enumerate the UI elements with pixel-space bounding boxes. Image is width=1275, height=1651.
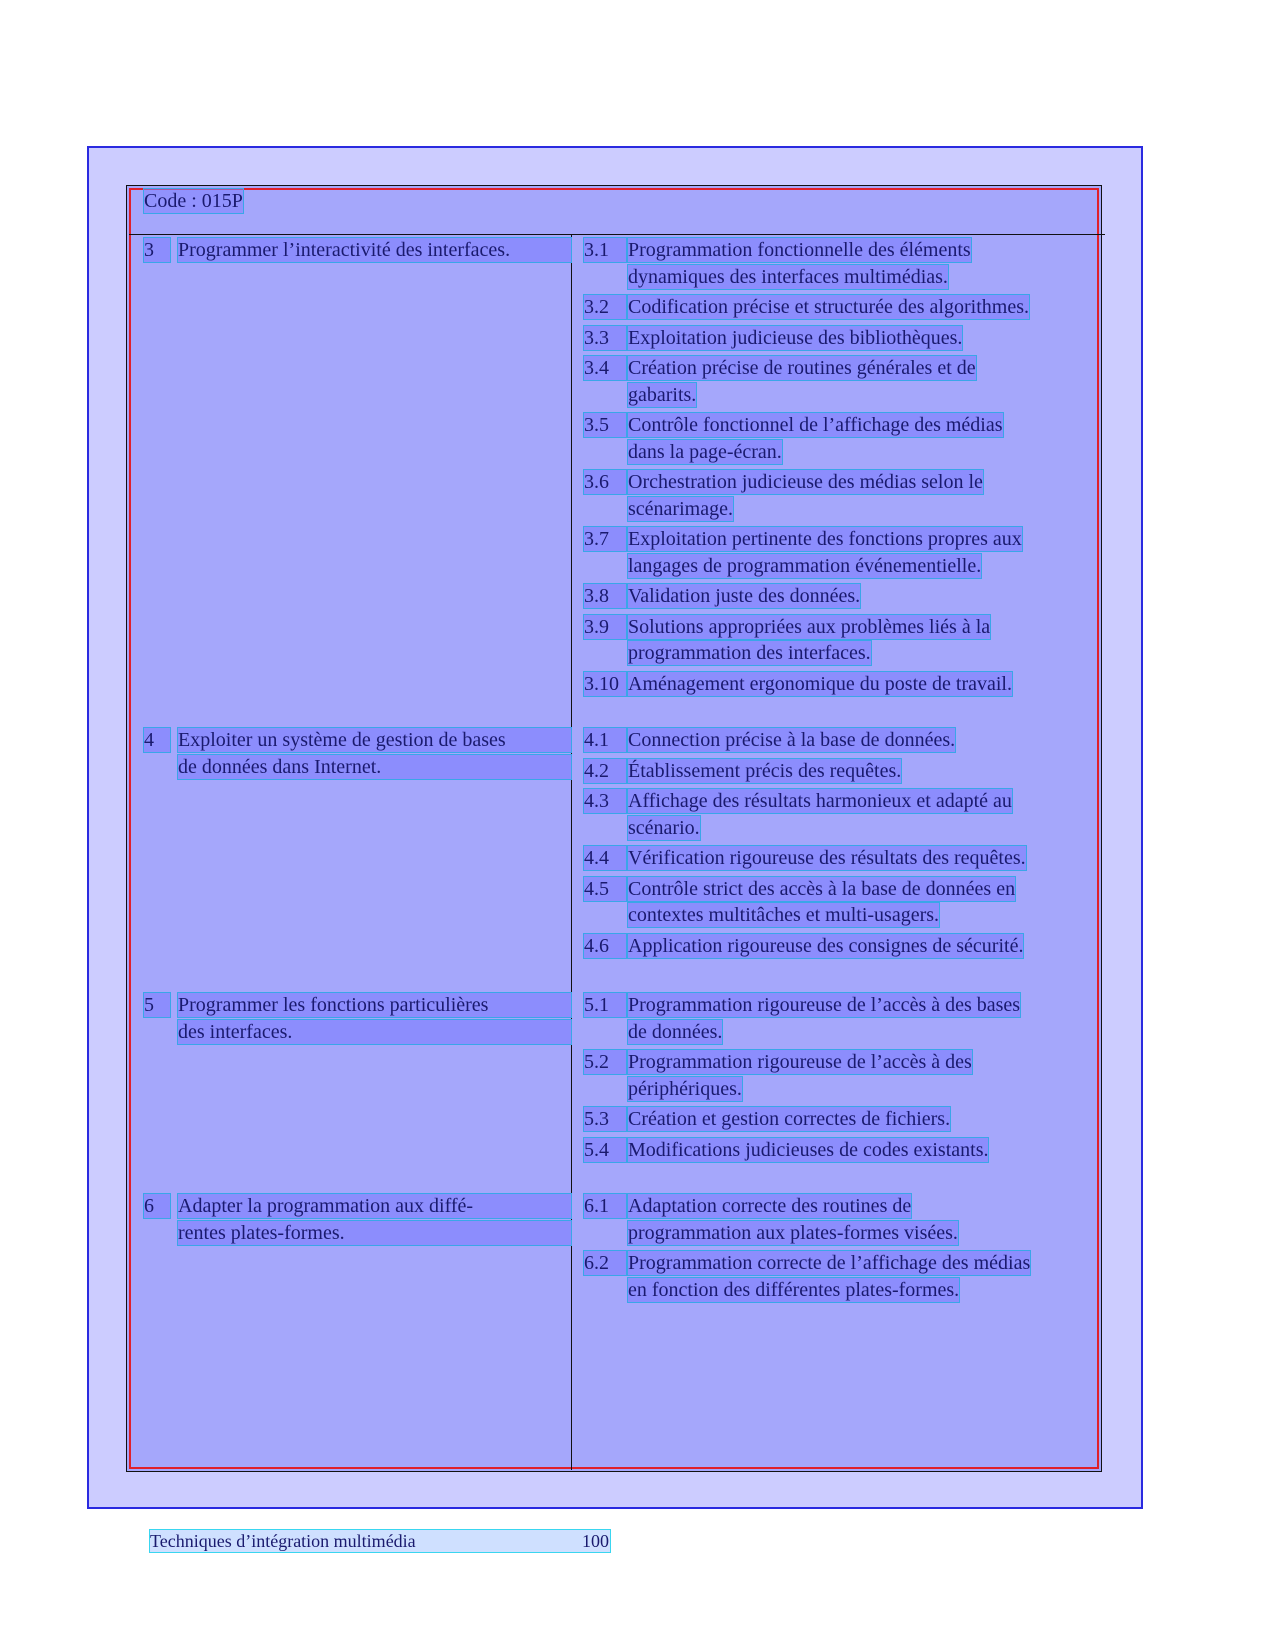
competency-text: de données dans Internet. [178,755,571,779]
criterion-text: Exploitation pertinente des fonctions propres aux [628,528,1022,550]
criterion-text: Création et gestion correctes de fichiers. [628,1108,951,1130]
criterion-number: 3.4 [584,356,626,380]
competency-text: Exploiter un système de gestion de bases [178,728,571,752]
criterion-number: 3.9 [584,615,626,639]
criterion-number: 4.3 [584,789,626,813]
criterion-number: 5.4 [584,1138,626,1162]
criterion-number: 6.1 [584,1194,626,1218]
criterion-number: 3.2 [584,295,626,319]
criterion-text: Affichage des résultats harmonieux et adapté au [628,790,1012,812]
criterion-text: Connection précise à la base de données. [628,729,956,751]
criterion-text: Validation juste des données. [628,585,861,607]
criterion-text: Codification précise et structurée des algorithmes. [628,296,1029,318]
criterion-text: programmation aux plates-formes visées. [628,1221,958,1244]
criterion-text: Modifications judicieuses de codes existants. [628,1138,989,1161]
competency-text: Programmer l’interactivité des interfaces. [178,238,571,262]
criterion-text: Programmation fonctionnelle des éléments [628,239,971,261]
criterion-text: dans la page-écran. [628,440,782,463]
criterion-number: 3.6 [584,470,626,494]
criterion-text: Programmation correcte de l’affichage des médias [628,1252,1031,1274]
criterion-number: 5.3 [584,1107,626,1131]
criterion-number: 6.2 [584,1251,626,1275]
criterion-text: Solutions appropriées aux problèmes liés à la [628,615,991,638]
criterion-text: périphériques. [628,1077,742,1100]
criterion-number: 5.2 [584,1050,626,1074]
criterion-text: Établissement précis des requêtes. [628,759,902,782]
criterion-text: de données. [628,1020,723,1043]
competency-number: 6 [144,1194,170,1218]
criterion-text: contextes multitâches et multi-usagers. [628,904,940,926]
criterion-text: Contrôle fonctionnel de l’affichage des médias [628,414,1003,436]
competency-text: Programmer les fonctions particulières [178,993,571,1017]
criterion-text: Vérification rigoureuse des résultats des requêtes. [628,847,1026,869]
criterion-text: Adaptation correcte des routines de [628,1195,912,1217]
criterion-text: langages de programmation événementielle. [628,554,982,577]
criterion-number: 5.1 [584,993,626,1017]
criterion-text: Contrôle strict des accès à la base de données en [628,877,1016,900]
criterion-text: Orchestration judicieuse des médias selon le [628,471,983,493]
criterion-number: 3.10 [584,672,626,696]
competency-text: rentes plates-formes. [178,1221,571,1245]
criterion-number: 4.6 [584,934,626,958]
criterion-number: 3.8 [584,584,626,608]
footer-title: Techniques d’intégration multimédia [150,1531,416,1551]
criterion-text: Aménagement ergonomique du poste de travail. [628,672,1012,695]
criterion-number: 3.5 [584,413,626,437]
competency-number: 5 [144,993,170,1017]
column-divider [571,235,572,1470]
competency-text: Adapter la programmation aux diffé- [178,1194,571,1218]
criterion-text: Application rigoureuse des consignes de sécurité. [628,934,1024,957]
criterion-number: 4.4 [584,846,626,870]
criterion-number: 4.5 [584,877,626,901]
competency-number: 4 [144,728,170,752]
criterion-text: programmation des interfaces. [628,642,871,664]
criterion-number: 3.1 [584,238,626,262]
course-code: Code : 015P [144,190,243,212]
criterion-text: Création précise de routines générales et de [628,357,976,379]
header-divider [129,234,1105,235]
competency-text: des interfaces. [178,1020,571,1044]
criterion-number: 3.7 [584,527,626,551]
criterion-text: gabarits. [628,383,697,406]
competency-number: 3 [144,238,170,262]
criterion-number: 4.2 [584,759,626,783]
criterion-text: Exploitation judicieuse des bibliothèques. [628,326,963,349]
criterion-text: Programmation rigoureuse de l’accès à des bases [628,994,1021,1016]
criterion-text: Programmation rigoureuse de l’accès à des [628,1051,972,1073]
criterion-text: dynamiques des interfaces multimédias. [628,265,948,288]
criterion-text: scénario. [628,816,700,839]
page-footer [150,1530,610,1552]
criterion-text: scénarimage. [628,497,733,520]
criterion-text: en fonction des différentes plates-formes. [628,1278,960,1301]
criterion-number: 4.1 [584,728,626,752]
criterion-number: 3.3 [584,326,626,350]
page-number: 100 [582,1531,609,1551]
